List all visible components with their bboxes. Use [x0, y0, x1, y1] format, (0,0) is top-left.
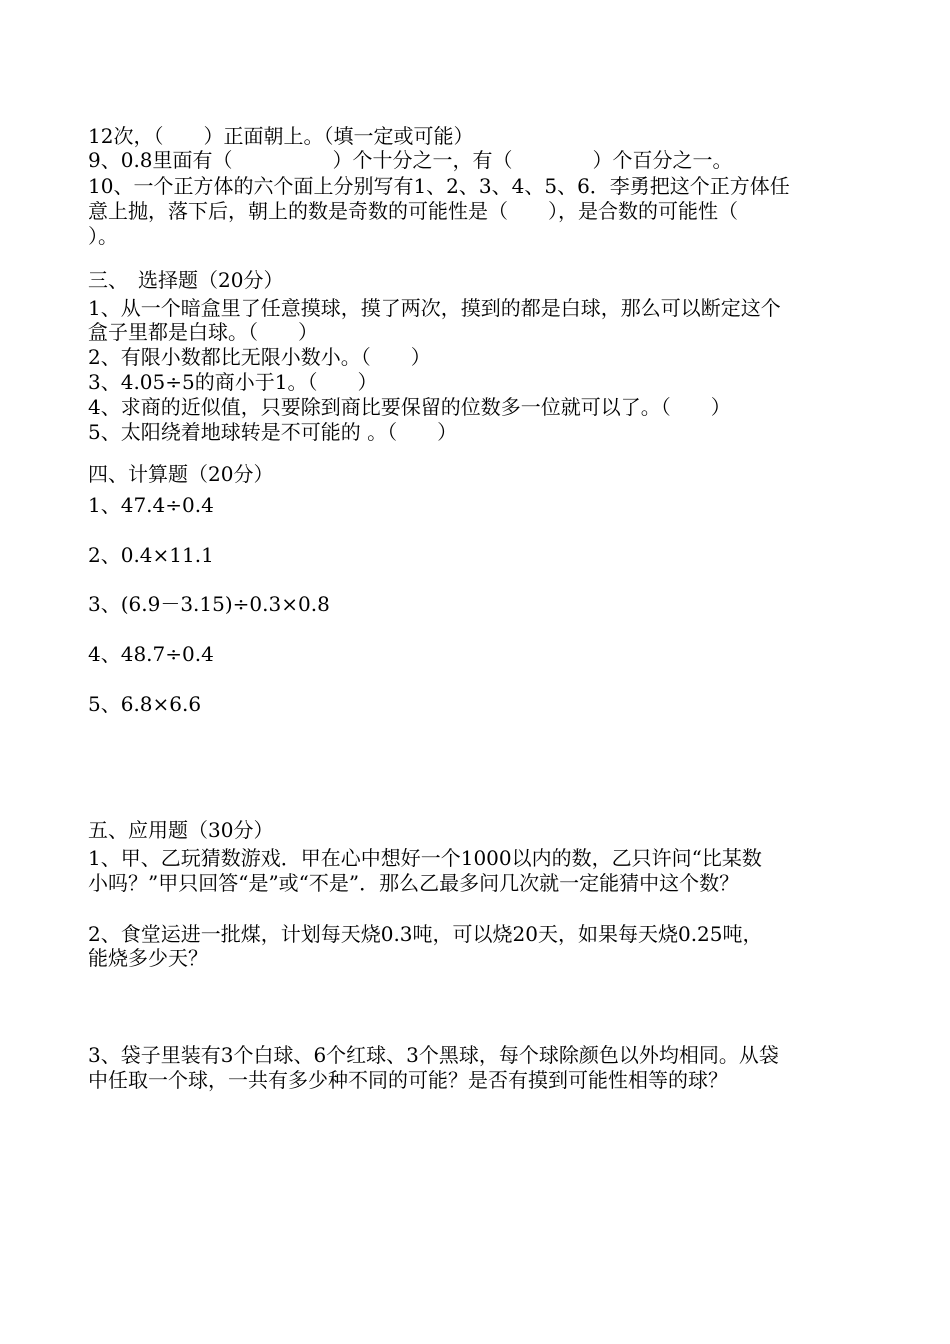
section4-title: 四、计算题（20分）	[88, 462, 274, 486]
q9-line: 9、0.8里面有（ ）个十分之一，有（ ）个百分之一。	[88, 148, 733, 172]
section3-title: 三、 选择题（20分）	[88, 268, 284, 292]
s3-q2-line: 2、有限小数都比无限小数小。（ ）	[88, 345, 431, 369]
s3-q1-line-1: 1、从一个暗盒里了任意摸球，摸了两次，摸到的都是白球，那么可以断定这个	[88, 296, 781, 320]
s3-q4-line: 4、求商的近似值，只要除到商比要保留的位数多一位就可以了。（ ）	[88, 395, 731, 419]
s4-q3-line: 3、(6.9－3.15)÷0.3×0.8	[88, 592, 330, 616]
s4-q4-line: 4、48.7÷0.4	[88, 642, 214, 666]
section5-title: 五、应用题（30分）	[88, 818, 274, 842]
s5-q2-line-1: 2、食堂运进一批煤，计划每天烧0.3吨，可以烧20天，如果每天烧0.25吨，	[88, 922, 763, 946]
s3-q1-line-2: 盒子里都是白球。（ ）	[88, 320, 318, 344]
s5-q1-line-1: 1、甲、乙玩猜数游戏．甲在心中想好一个1000以内的数，乙只许问“比某数	[88, 846, 762, 870]
s5-q2-line-2: 能烧多少天？	[88, 946, 208, 970]
q10-line-2: 意上抛，落下后，朝上的数是奇数的可能性是（ ），是合数的可能性（	[88, 199, 738, 223]
q10-line-1: 10、一个正方体的六个面上分别写有1、2、3、4、5、6．李勇把这个正方体任	[88, 174, 790, 198]
s3-q3-line: 3、4.05÷5的商小于1。（ ）	[88, 370, 378, 394]
s4-q1-line: 1、47.4÷0.4	[88, 493, 214, 517]
s4-q2-line: 2、0.4×11.1	[88, 543, 214, 567]
s5-q1-line-2: 小吗？”甲只回答“是”或“不是”．那么乙最多问几次就一定能猜中这个数？	[88, 871, 740, 895]
s4-q5-line: 5、6.8×6.6	[88, 692, 202, 716]
s5-q3-line-1: 3、袋子里装有3个白球、6个红球、3个黑球，每个球除颜色以外均相同。从袋	[88, 1043, 779, 1067]
q10-line-3: ）。	[88, 224, 118, 248]
q8-tail-line: 12次，（ ）正面朝上。（填一定或可能）	[88, 124, 474, 148]
s3-q5-line: 5、太阳绕着地球转是不可能的 。（ ）	[88, 420, 458, 444]
s5-q3-line-2: 中任取一个球，一共有多少种不同的可能？是否有摸到可能性相等的球？	[88, 1068, 728, 1092]
